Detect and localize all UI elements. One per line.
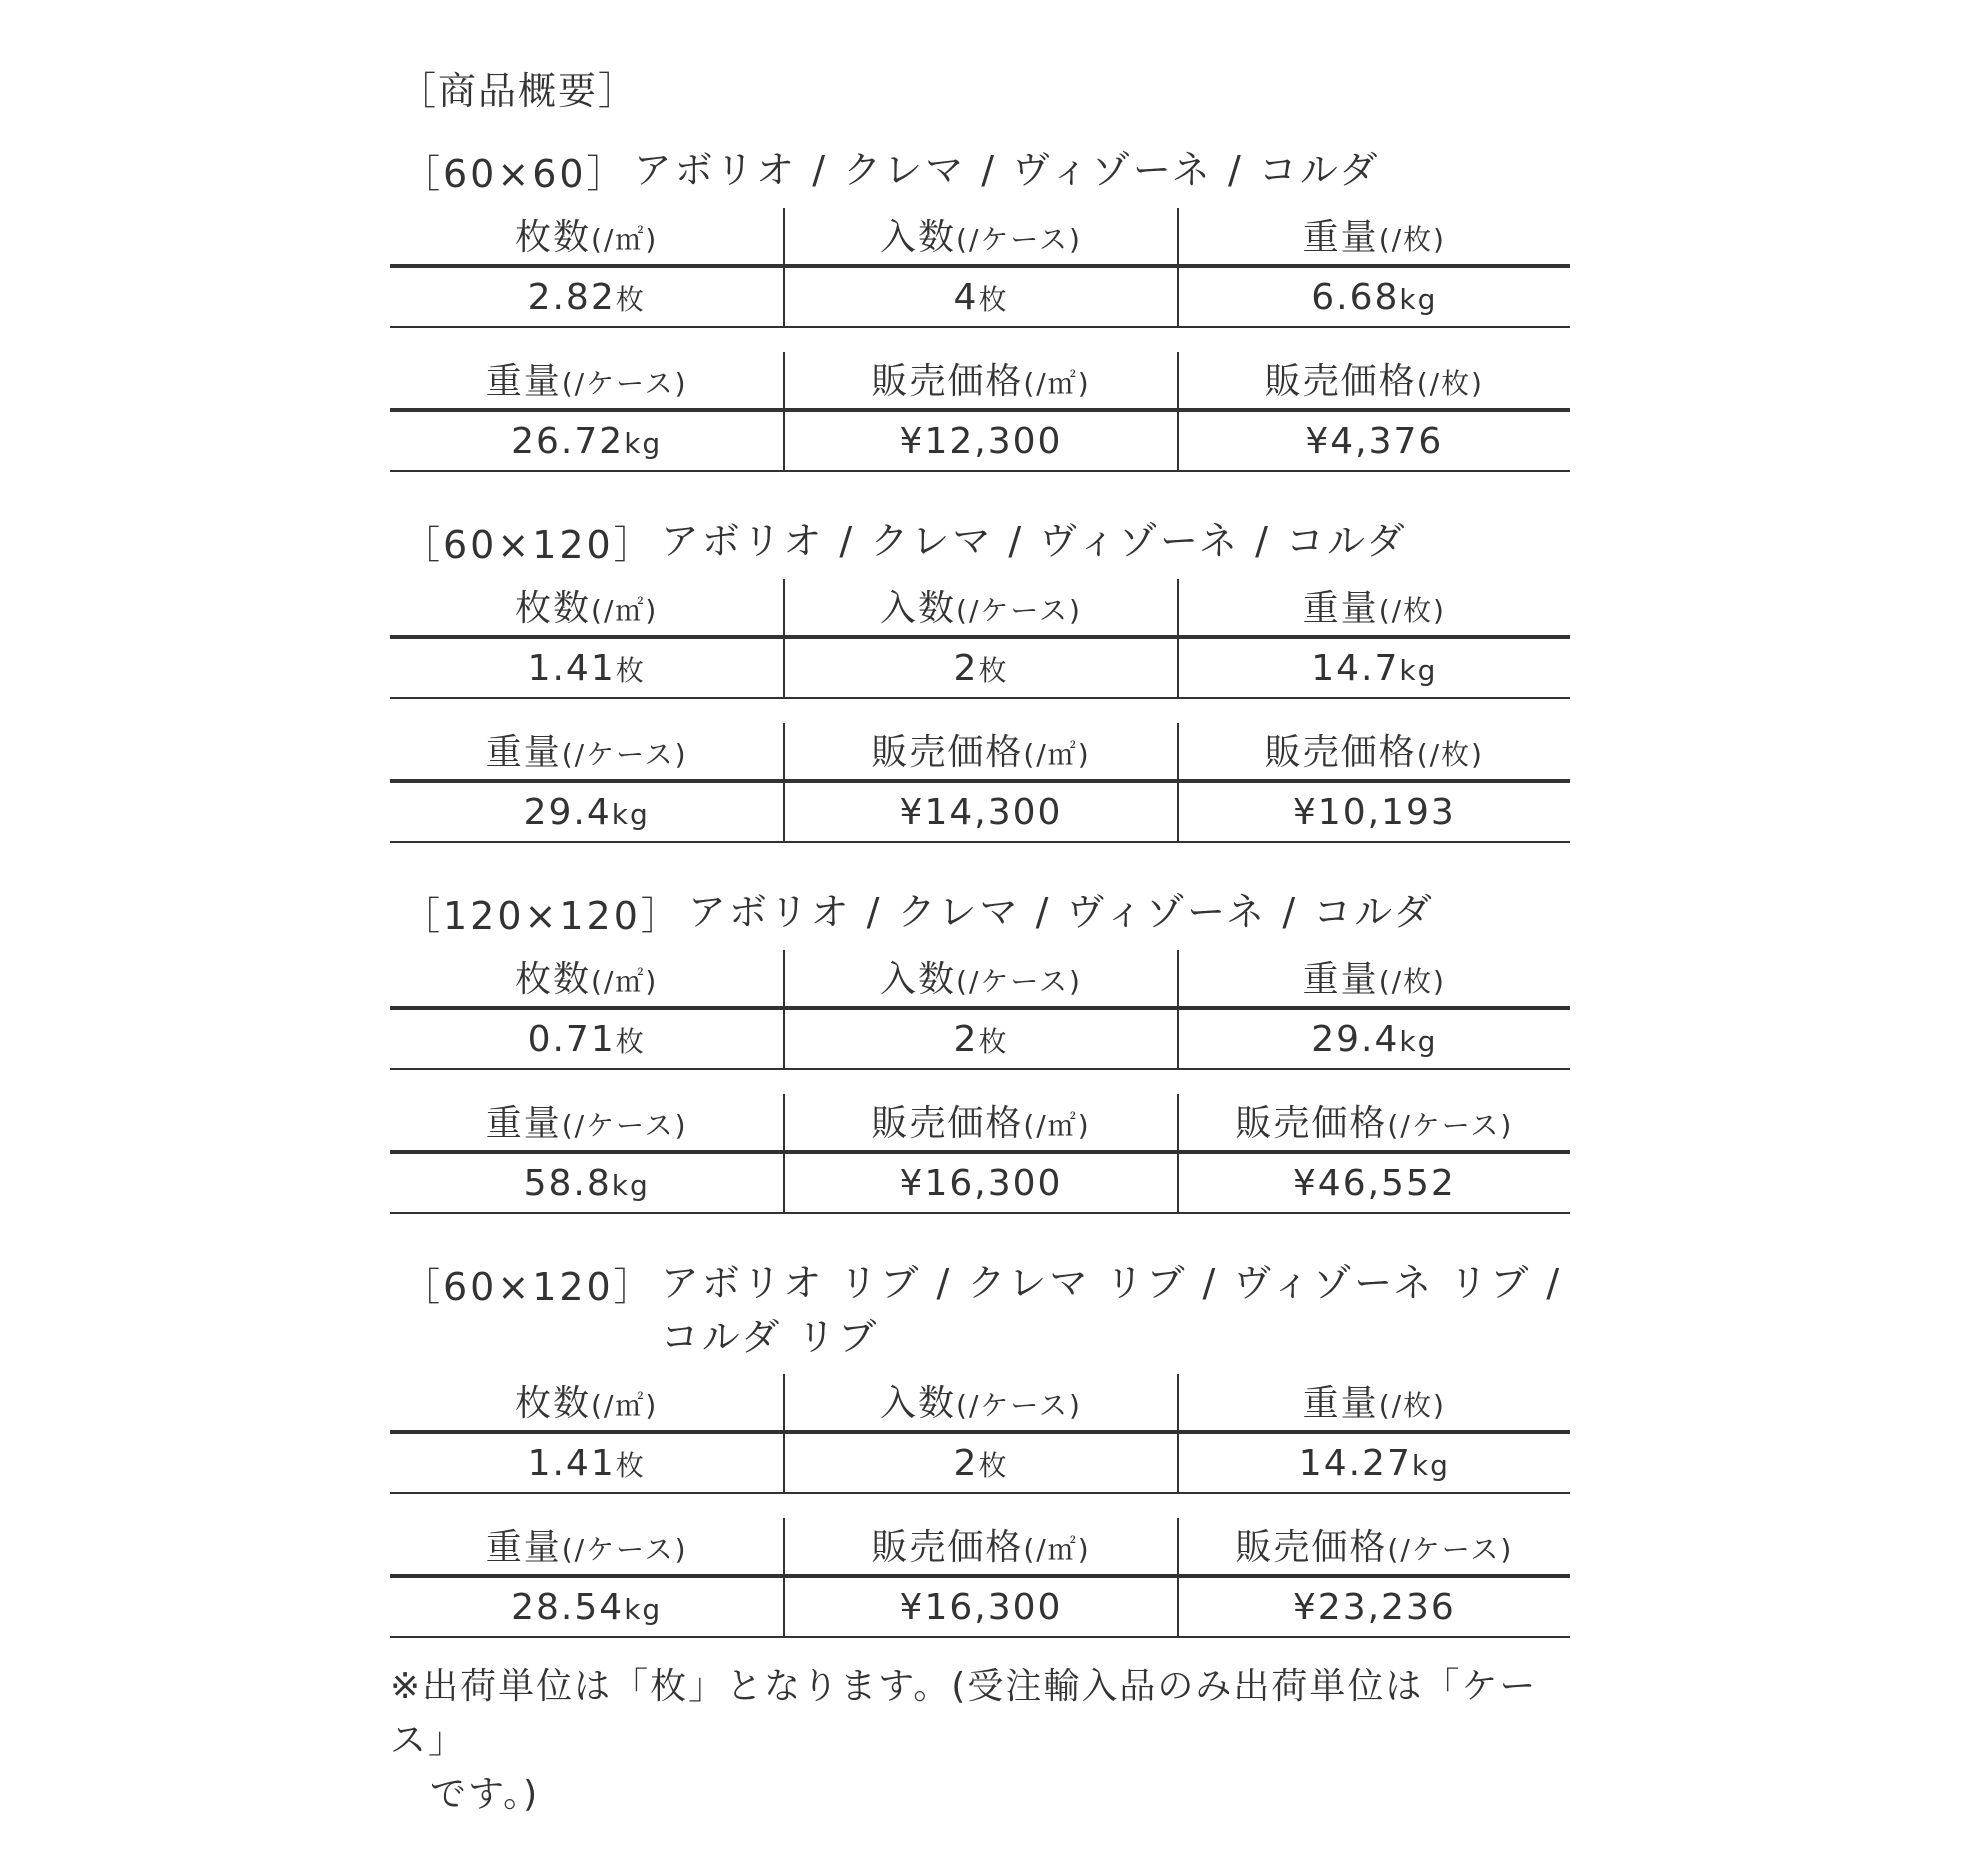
column-header: 重量(/ケース)	[390, 723, 783, 783]
column-header: 入数(/ケース)	[783, 1374, 1176, 1434]
table-cell: ¥12,300	[783, 412, 1176, 472]
note-line: ※出荷単位は「枚」となります。(受注輸入品のみ出荷単位は「ケース」	[390, 1666, 1538, 1761]
column-header: 枚数(/㎡)	[390, 950, 783, 1010]
spec-table	[390, 1518, 1570, 1638]
table-cell: ¥10,193	[1177, 783, 1570, 843]
column-header: 重量(/ケース)	[390, 1094, 783, 1154]
page-heading: ［商品概要］	[398, 69, 639, 113]
table-cell: 4枚	[783, 268, 1176, 328]
column-header: 枚数(/㎡)	[390, 579, 783, 639]
size-label: ［120×120］	[402, 894, 682, 938]
column-header: 入数(/ケース)	[783, 579, 1176, 639]
table-cell: ¥16,300	[783, 1154, 1176, 1214]
column-header: 重量(/ケース)	[390, 352, 783, 412]
table-cell: 58.8kg	[390, 1154, 783, 1214]
section-title	[402, 1256, 1570, 1364]
table-cell: 28.54kg	[390, 1578, 783, 1638]
column-header: 枚数(/㎡)	[390, 1374, 783, 1434]
column-header: 入数(/ケース)	[783, 950, 1176, 1010]
column-header: 販売価格(/ケース)	[1177, 1094, 1570, 1154]
table-cell: 1.41枚	[390, 1434, 783, 1494]
column-header: 重量(/ケース)	[390, 1518, 783, 1578]
table-cell: ¥46,552	[1177, 1154, 1570, 1214]
column-header: 入数(/ケース)	[783, 208, 1176, 268]
column-header: 重量(/枚)	[1177, 208, 1570, 268]
spec-table	[390, 352, 1570, 472]
spec-section-60x60	[390, 143, 1570, 472]
table-cell: 1.41枚	[390, 639, 783, 699]
column-header: 重量(/枚)	[1177, 1374, 1570, 1434]
table-cell: 2枚	[783, 639, 1176, 699]
column-header: 販売価格(/㎡)	[783, 352, 1176, 412]
table-cell: 2.82枚	[390, 268, 783, 328]
note-line: です。)	[430, 1774, 540, 1815]
product-overview	[390, 60, 1570, 1822]
section-title	[402, 885, 1570, 940]
table-cell: ¥23,236	[1177, 1578, 1570, 1638]
column-header: 販売価格(/㎡)	[783, 1094, 1176, 1154]
table-cell: 0.71枚	[390, 1010, 783, 1070]
column-header: 販売価格(/㎡)	[783, 1518, 1176, 1578]
product-names: アボリオ リブ / クレマ リブ / ヴィゾーネ リブ / コルダ リブ	[660, 1261, 1563, 1359]
table-cell: 26.72kg	[390, 412, 783, 472]
spec-table	[390, 579, 1570, 699]
column-header: 重量(/枚)	[1177, 950, 1570, 1010]
column-header: 販売価格(/ケース)	[1177, 1518, 1570, 1578]
column-header: 販売価格(/枚)	[1177, 723, 1570, 783]
column-header: 枚数(/㎡)	[390, 208, 783, 268]
spec-table	[390, 1374, 1570, 1494]
spec-table	[390, 950, 1570, 1070]
table-cell: 2枚	[783, 1010, 1176, 1070]
table-cell: 6.68kg	[1177, 268, 1570, 328]
spec-table	[390, 1094, 1570, 1214]
section-title	[402, 514, 1570, 569]
product-names: アボリオ / クレマ / ヴィゾーネ / コルダ	[687, 890, 1435, 934]
spec-table	[390, 208, 1570, 328]
column-header: 販売価格(/㎡)	[783, 723, 1176, 783]
size-label: ［60×120］	[402, 1265, 655, 1309]
table-cell: 29.4kg	[390, 783, 783, 843]
table-cell: 2枚	[783, 1434, 1176, 1494]
shipping-note	[390, 1660, 1570, 1822]
table-cell: 14.7kg	[1177, 639, 1570, 699]
size-label: ［60×60］	[402, 152, 628, 196]
section-title	[402, 143, 1570, 198]
spec-section-60x120	[390, 514, 1570, 843]
column-header: 重量(/枚)	[1177, 579, 1570, 639]
table-cell: ¥4,376	[1177, 412, 1570, 472]
column-header: 販売価格(/枚)	[1177, 352, 1570, 412]
product-names: アボリオ / クレマ / ヴィゾーネ / コルダ	[660, 519, 1408, 563]
spec-section-60x120-rib	[390, 1256, 1570, 1638]
product-names: アボリオ / クレマ / ヴィゾーネ / コルダ	[633, 148, 1381, 192]
table-cell: ¥16,300	[783, 1578, 1176, 1638]
table-cell: 14.27kg	[1177, 1434, 1570, 1494]
size-label: ［60×120］	[402, 523, 655, 567]
table-cell: ¥14,300	[783, 783, 1176, 843]
spec-table	[390, 723, 1570, 843]
table-cell: 29.4kg	[1177, 1010, 1570, 1070]
spec-section-120x120	[390, 885, 1570, 1214]
